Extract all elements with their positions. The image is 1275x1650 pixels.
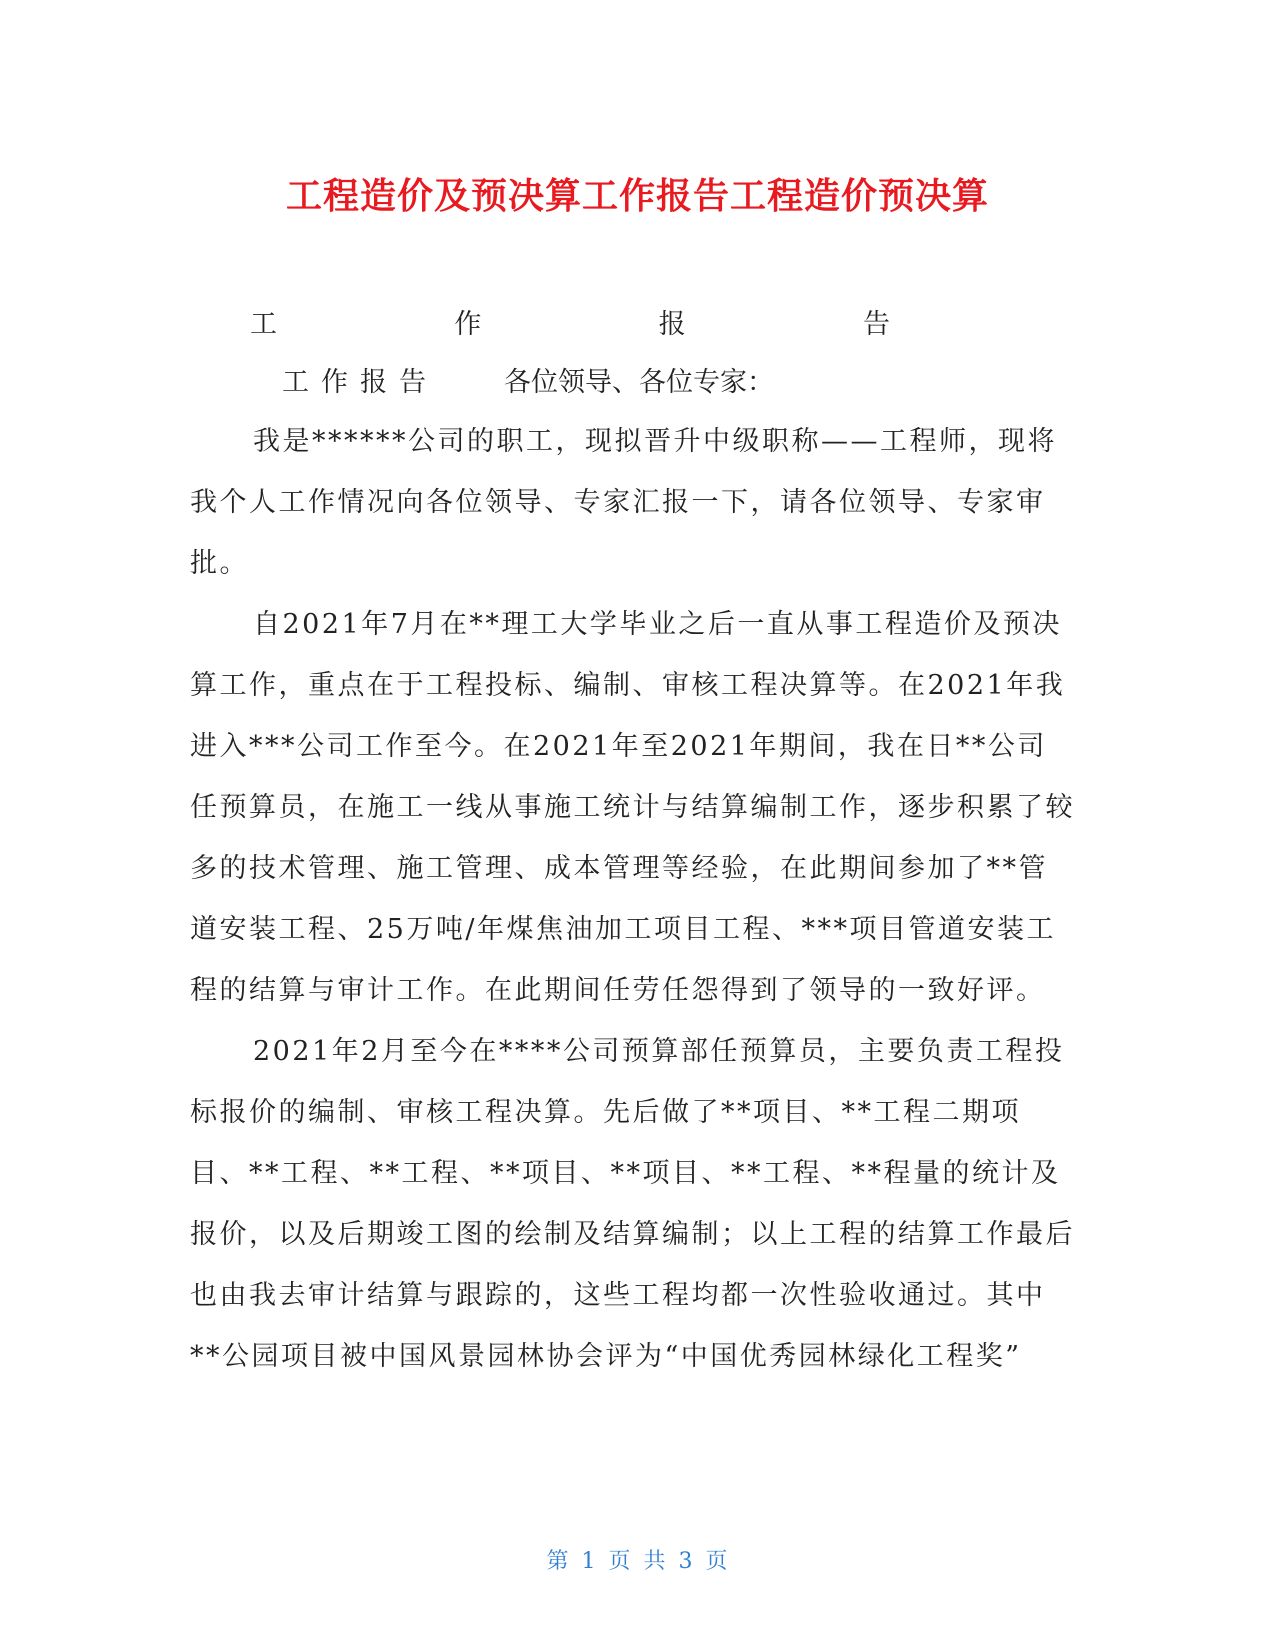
page-footer	[0, 1544, 1275, 1575]
footer-page-unit: 页	[608, 1549, 632, 1574]
footer-total-word: 共	[643, 1549, 667, 1574]
footer-page-number: 1	[581, 1549, 597, 1574]
footer-total-unit: 页	[705, 1549, 729, 1574]
salutation: 各位领导、各位专家：	[504, 367, 774, 398]
heading-char: 作	[454, 309, 482, 340]
document-title: 工程造价及预决算工作报告工程造价预决算	[285, 176, 989, 217]
heading-char: 告	[862, 309, 890, 340]
body-text	[190, 411, 1075, 1387]
paragraph: 自2021年7月在**理工大学毕业之后一直从事工程造价及预决算工作，重点在于工程投标、编制、审核工程决算等。在2021年我进入***公司工作至今。在2021年至2021年期间，我在日**公司任预算员，在施工一线从事施工统计与结算编制工作，逐步积累了较多的技术管理、施工管理、成本管理等经验，在此期间参加了**管道安装工程、25万吨/年煤焦油加工项目工程、***项目管道安装工程的结算与审计工作。在此期间任劳任怨得到了领导的一致好评。	[190, 609, 1075, 1006]
heading-char: 工	[250, 309, 277, 340]
paragraph: 2021年2月至今在****公司预算部任预算员，主要负责工程投标报价的编制、审核工程决算。先后做了**项目、**工程二期项目、**工程、**工程、**项目、**项目、**工程、**程量的统计及报价，以及后期竣工图的绘制及结算编制；以上工程的结算工作最后也由我去审计结算与跟踪的，这些工程均都一次性验收通过。其中**公园项目被中国风景园林协会评为“中国优秀园林绿化工程奖”	[190, 1036, 1075, 1372]
spaced-heading	[250, 302, 890, 341]
paragraph: 我是******公司的职工，现拟晋升中级职称——工程师，现将我个人工作情况向各位领导、专家汇报一下，请各位领导、专家审批。	[190, 426, 1057, 579]
heading-salutation-line	[282, 360, 774, 399]
heading-char: 报	[658, 309, 686, 340]
footer-total-pages: 3	[678, 1549, 694, 1574]
footer-page-word: 第	[546, 1549, 570, 1574]
inline-heading: 工作报告	[282, 367, 438, 398]
